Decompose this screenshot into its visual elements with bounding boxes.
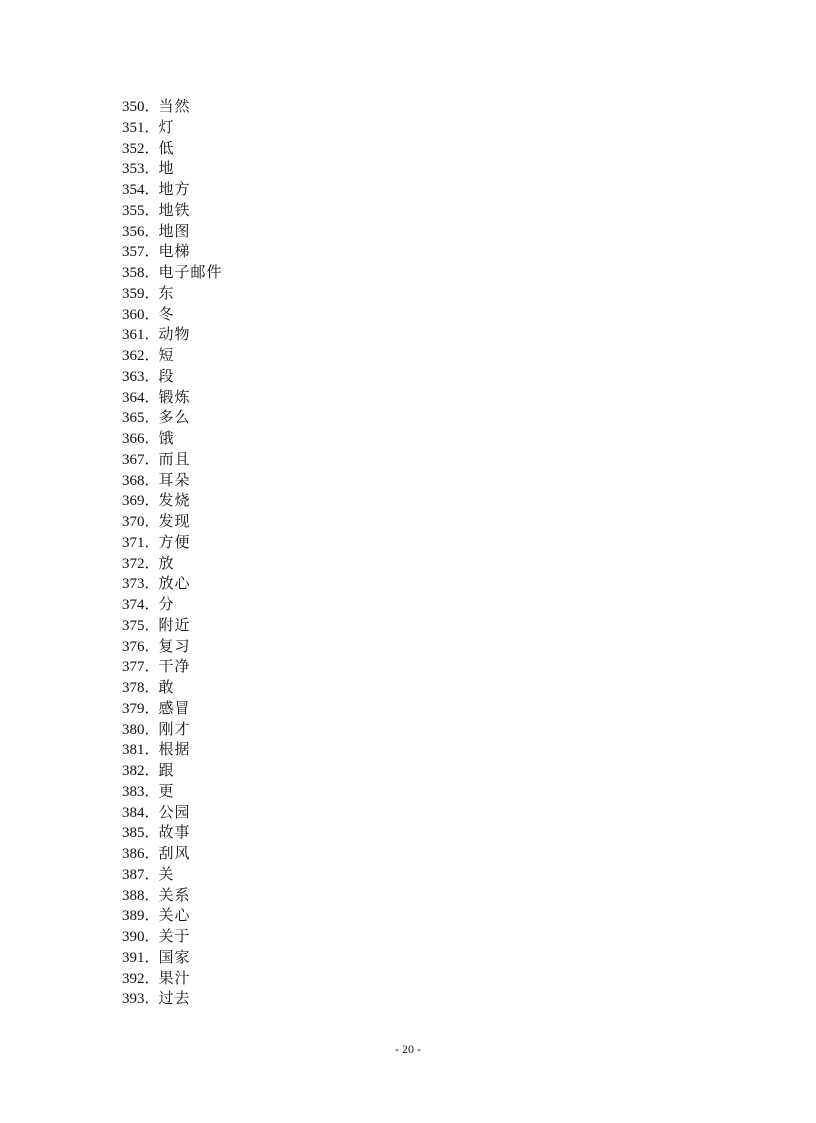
entry-number: 351	[122, 119, 145, 136]
list-item	[122, 739, 223, 760]
entry-number: 382	[122, 763, 145, 779]
entry-separator: ．	[144, 221, 160, 240]
entry-word: 更	[158, 781, 175, 800]
entry-separator: ．	[144, 553, 160, 572]
entry-word: 关于	[158, 927, 191, 945]
entry-separator: ．	[144, 532, 160, 551]
entry-word: 跟	[158, 761, 175, 779]
list-item	[122, 96, 223, 117]
entry-number: 367	[122, 451, 145, 468]
list-item	[122, 988, 223, 1009]
entry-separator: ．	[144, 512, 160, 530]
entry-number: 350	[122, 99, 145, 115]
entry-number: 388	[122, 887, 145, 904]
entry-word: 国家	[158, 947, 191, 966]
entry-number: 375	[122, 617, 145, 634]
list-item	[122, 200, 223, 221]
list-item	[122, 760, 223, 781]
entry-word: 电梯	[158, 242, 191, 261]
entry-number: 380	[122, 721, 145, 738]
list-item	[122, 802, 223, 823]
entry-word: 感冒	[158, 698, 191, 717]
list-item	[122, 179, 223, 200]
list-item	[122, 532, 223, 553]
entry-separator: ．	[144, 366, 160, 385]
entry-word: 关	[158, 864, 175, 883]
entry-separator: ．	[144, 491, 160, 510]
entry-number: 356	[122, 223, 145, 240]
entry-separator: ．	[144, 947, 160, 966]
entry-number: 391	[122, 949, 145, 966]
entry-separator: ．	[144, 802, 160, 821]
entry-number: 370	[122, 514, 145, 530]
list-item	[122, 864, 223, 885]
entry-separator: ．	[144, 574, 160, 593]
entry-number: 362	[122, 348, 145, 364]
list-item	[122, 345, 223, 366]
entry-word: 关系	[158, 885, 191, 904]
vocabulary-list	[122, 96, 223, 1009]
entry-word: 发烧	[158, 491, 191, 510]
entry-separator: ．	[144, 719, 160, 738]
entry-word: 发现	[158, 512, 191, 530]
entry-word: 根据	[158, 740, 191, 759]
entry-word: 饿	[158, 429, 175, 447]
entry-word: 当然	[158, 97, 191, 115]
entry-number: 393	[122, 991, 145, 1008]
entry-separator: ．	[144, 968, 160, 987]
entry-word: 分	[158, 595, 175, 613]
entry-word: 多么	[158, 408, 191, 427]
entry-word: 段	[158, 366, 175, 385]
entry-separator: ．	[144, 761, 160, 779]
list-item	[122, 241, 223, 262]
list-item	[122, 470, 223, 491]
entry-word: 耳朵	[158, 470, 191, 489]
list-item	[122, 594, 223, 615]
entry-separator: ．	[144, 138, 160, 157]
entry-separator: ．	[144, 823, 160, 842]
list-item	[122, 636, 223, 657]
entry-separator: ．	[144, 200, 160, 219]
entry-number: 372	[122, 555, 145, 572]
entry-word: 灯	[158, 117, 175, 136]
entry-word: 电子邮件	[158, 263, 223, 281]
entry-word: 敢	[158, 678, 175, 696]
entry-separator: ．	[144, 325, 160, 344]
list-item	[122, 262, 223, 283]
list-item	[122, 387, 223, 408]
page-number: - 20 -	[395, 1042, 421, 1056]
entry-word: 冬	[158, 304, 175, 323]
entry-word: 故事	[158, 823, 191, 842]
entry-separator: ．	[144, 678, 160, 696]
list-item	[122, 490, 223, 511]
entry-separator: ．	[144, 263, 160, 281]
entry-word: 放	[158, 553, 175, 572]
entry-separator: ．	[144, 283, 160, 302]
list-item	[122, 304, 223, 325]
list-item	[122, 449, 223, 470]
entry-separator: ．	[144, 636, 160, 655]
entry-number: 357	[122, 244, 145, 261]
list-item	[122, 947, 223, 968]
entry-word: 地	[158, 159, 175, 178]
entry-word: 复习	[158, 636, 191, 655]
entry-word: 地图	[158, 221, 191, 240]
entry-number: 355	[122, 202, 145, 219]
entry-separator: ．	[144, 429, 160, 447]
entry-separator: ．	[144, 906, 160, 925]
list-item	[122, 553, 223, 574]
list-item	[122, 366, 223, 387]
entry-number: 371	[122, 534, 145, 551]
list-item	[122, 221, 223, 242]
entry-word: 而且	[158, 449, 191, 468]
entry-word: 刮风	[158, 844, 191, 862]
entry-number: 364	[122, 389, 145, 406]
entry-word: 低	[158, 138, 175, 157]
entry-separator: ．	[144, 117, 160, 136]
list-item	[122, 885, 223, 906]
entry-separator: ．	[144, 885, 160, 904]
entry-separator: ．	[144, 180, 160, 198]
entry-word: 公园	[158, 802, 191, 821]
entry-number: 369	[122, 493, 145, 510]
list-item	[122, 573, 223, 594]
entry-word: 动物	[158, 325, 191, 344]
list-item	[122, 138, 223, 159]
entry-separator: ．	[144, 346, 160, 364]
entry-separator: ．	[144, 470, 160, 489]
entry-number: 386	[122, 846, 145, 862]
entry-separator: ．	[144, 242, 160, 261]
entry-separator: ．	[144, 159, 160, 178]
entry-number: 358	[122, 265, 145, 281]
list-item	[122, 511, 223, 532]
entry-number: 392	[122, 970, 145, 987]
entry-number: 376	[122, 638, 145, 655]
list-item	[122, 926, 223, 947]
entry-separator: ．	[144, 304, 160, 323]
entry-number: 368	[122, 472, 145, 489]
entry-separator: ．	[144, 408, 160, 427]
entry-number: 352	[122, 140, 145, 157]
entry-separator: ．	[144, 615, 160, 634]
list-item	[122, 407, 223, 428]
entry-number: 374	[122, 597, 145, 613]
entry-number: 354	[122, 182, 145, 198]
entry-word: 地方	[158, 180, 191, 198]
entry-number: 373	[122, 576, 145, 593]
entry-separator: ．	[144, 740, 160, 759]
entry-number: 381	[122, 742, 145, 759]
entry-number: 359	[122, 285, 145, 302]
entry-separator: ．	[144, 595, 160, 613]
list-item	[122, 158, 223, 179]
entry-number: 379	[122, 700, 145, 717]
entry-separator: ．	[144, 657, 160, 676]
list-item	[122, 968, 223, 989]
list-item	[122, 698, 223, 719]
entry-separator: ．	[144, 927, 160, 945]
entry-word: 锻炼	[158, 387, 191, 406]
entry-number: 353	[122, 161, 145, 178]
entry-number: 360	[122, 306, 145, 323]
entry-word: 过去	[158, 989, 191, 1008]
list-item	[122, 283, 223, 304]
entry-word: 东	[158, 283, 175, 302]
list-item	[122, 822, 223, 843]
entry-separator: ．	[144, 698, 160, 717]
list-item	[122, 905, 223, 926]
list-item	[122, 117, 223, 138]
entry-number: 387	[122, 866, 145, 883]
entry-number: 390	[122, 929, 145, 945]
entry-number: 366	[122, 431, 145, 447]
entry-word: 附近	[158, 615, 191, 634]
entry-word: 方便	[158, 532, 191, 551]
entry-number: 389	[122, 908, 145, 925]
entry-number: 377	[122, 659, 145, 676]
list-item	[122, 656, 223, 677]
entry-number: 385	[122, 825, 145, 842]
entry-number: 365	[122, 410, 145, 427]
entry-number: 363	[122, 368, 145, 385]
entry-separator: ．	[144, 989, 160, 1008]
entry-word: 短	[158, 346, 175, 364]
entry-word: 放心	[158, 574, 191, 593]
list-item	[122, 719, 223, 740]
entry-number: 378	[122, 680, 145, 696]
list-item	[122, 324, 223, 345]
list-item	[122, 428, 223, 449]
entry-separator: ．	[144, 864, 160, 883]
entry-number: 384	[122, 804, 145, 821]
entry-separator: ．	[144, 387, 160, 406]
entry-word: 果汁	[158, 968, 191, 987]
entry-number: 383	[122, 783, 145, 800]
entry-word: 地铁	[158, 200, 191, 219]
entry-word: 关心	[158, 906, 191, 925]
list-item	[122, 781, 223, 802]
list-item	[122, 615, 223, 636]
entry-separator: ．	[144, 97, 160, 115]
entry-word: 刚才	[158, 719, 191, 738]
list-item	[122, 843, 223, 864]
entry-number: 361	[122, 327, 145, 344]
list-item	[122, 677, 223, 698]
entry-separator: ．	[144, 449, 160, 468]
entry-separator: ．	[144, 781, 160, 800]
entry-separator: ．	[144, 844, 160, 862]
entry-word: 干净	[158, 657, 191, 676]
